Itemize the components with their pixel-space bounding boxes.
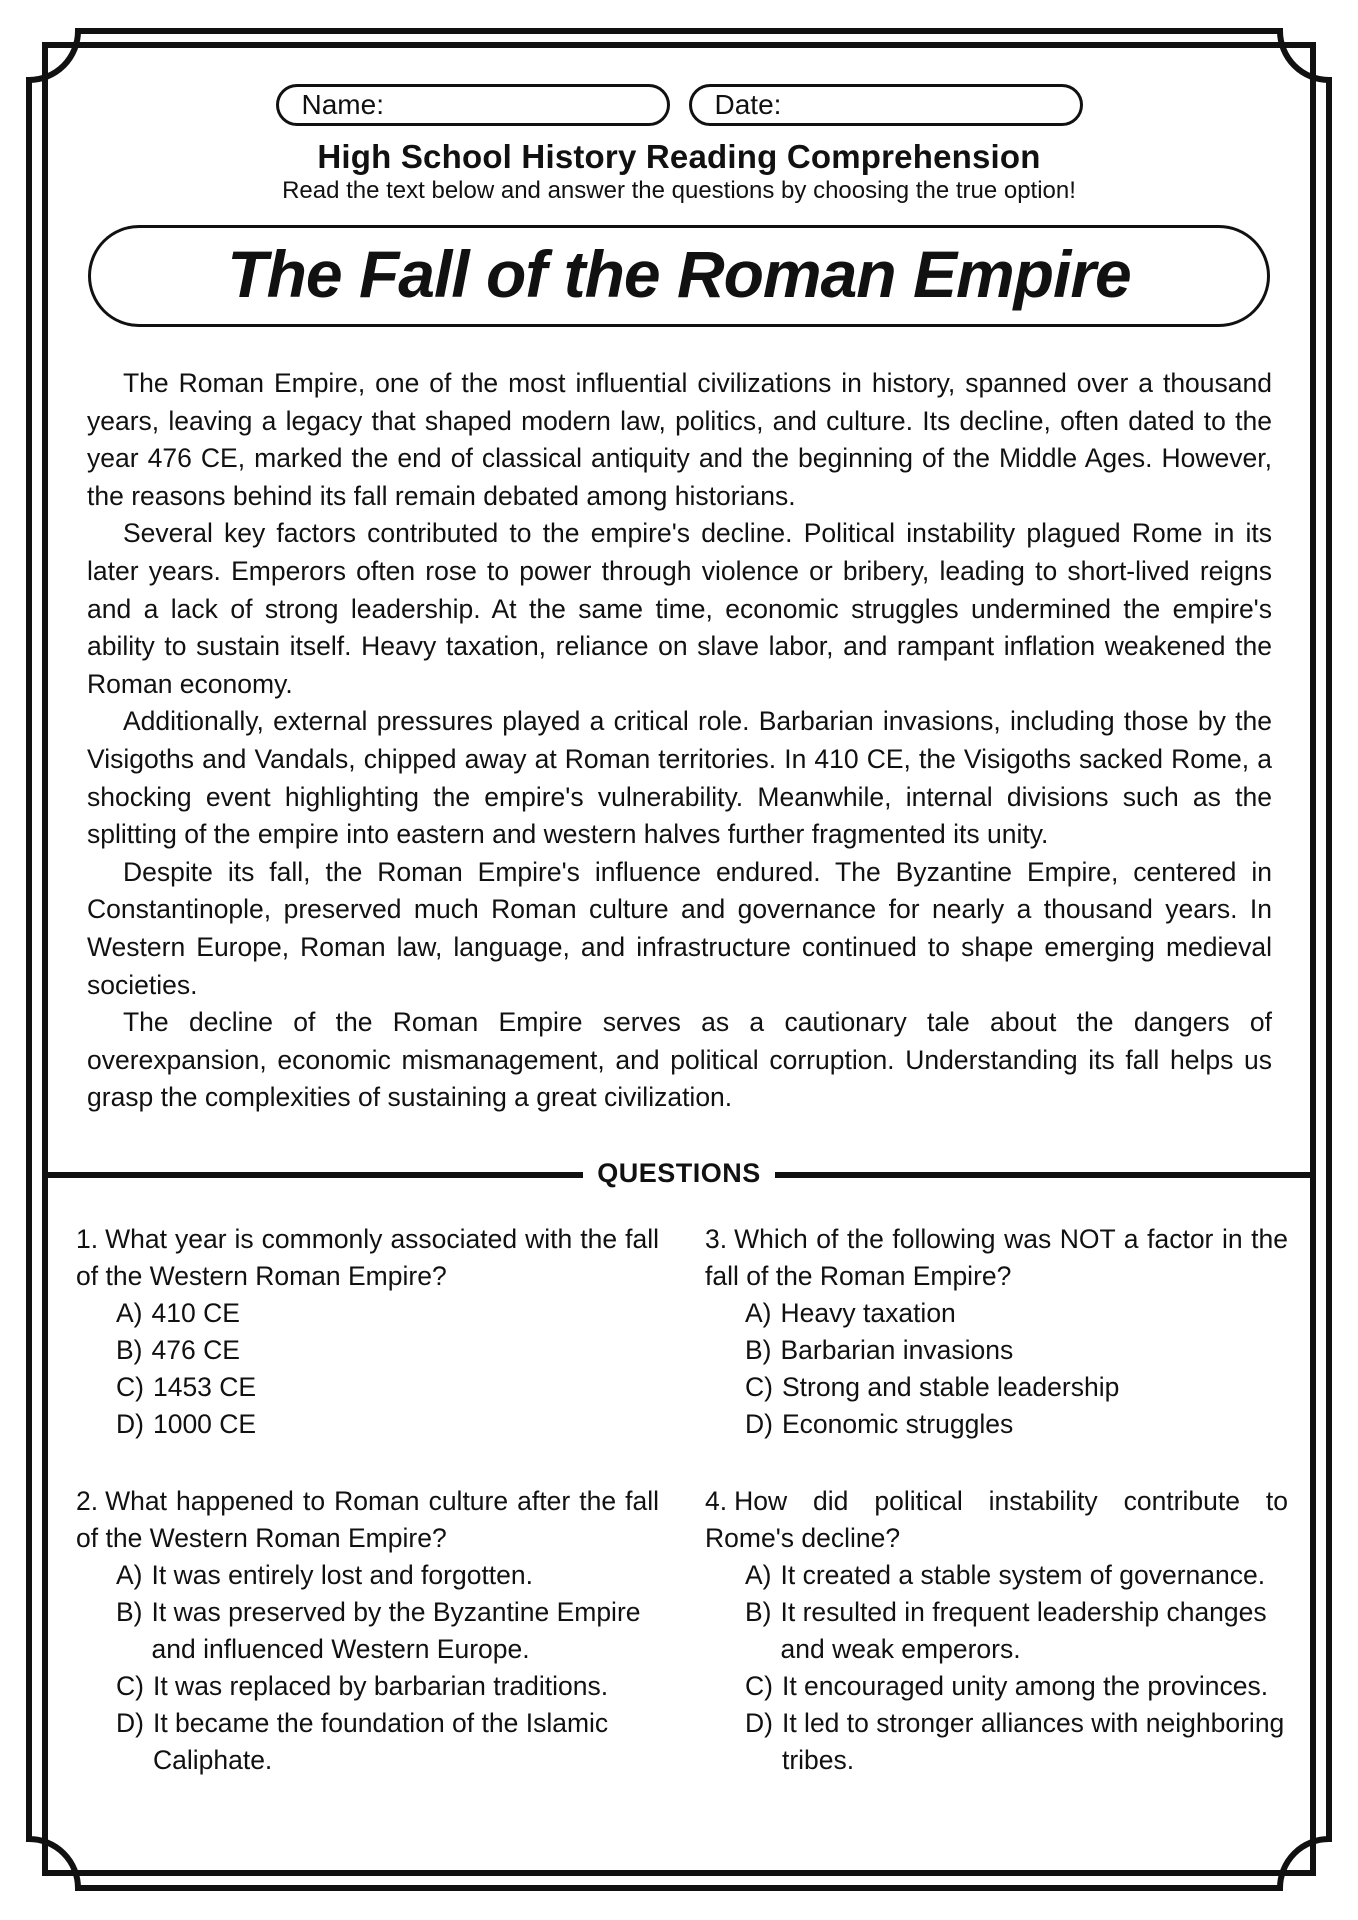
name-input-area[interactable] [384, 87, 667, 123]
option-letter: A) [116, 1298, 143, 1328]
question-1 [76, 1221, 659, 1443]
option-text: 476 CE [151, 1335, 240, 1365]
option-letter: A) [745, 1298, 772, 1328]
option-letter: C) [116, 1372, 144, 1402]
option-letter: B) [745, 1597, 772, 1627]
date-input-area[interactable] [781, 87, 1079, 123]
answer-option-4a[interactable] [745, 1557, 1288, 1594]
question-3-options [745, 1295, 1288, 1443]
questions-grid [76, 1221, 1288, 1779]
option-text: 1453 CE [152, 1372, 257, 1402]
passage-body [87, 365, 1272, 1117]
worksheet-instructions: Read the text below and answer the questions by choosing the true option! [282, 177, 1076, 204]
question-2 [76, 1483, 659, 1779]
option-text: Strong and stable leadership [781, 1372, 1120, 1402]
questions-divider-label: QUESTIONS [597, 1158, 761, 1188]
passage-title: The Fall of the Roman Empire [227, 237, 1131, 311]
option-letter: C) [116, 1671, 144, 1701]
passage-paragraph: Additionally, external pressures played a critical role. Barbarian invasions, including those by the Visigoths and Vandals, chipped away at Roman territories. In 410 CE, the Visigoths sacked Rome, a shocking event highlighting the empire's vulnerability. Meanwhile, internal divisions such as the splitting of the empire into eastern and western halves further fragmented its unity. [87, 706, 1272, 850]
answer-option-4b[interactable] [745, 1594, 1288, 1668]
question-number: 1. [76, 1224, 99, 1254]
option-letter: D) [745, 1708, 773, 1738]
answer-option-2a[interactable] [116, 1557, 659, 1594]
name-label: Name: [301, 89, 384, 120]
question-4 [705, 1483, 1288, 1779]
passage-paragraph: The decline of the Roman Empire serves as a cautionary tale about the dangers of overexpansion, economic mismanagement, and political corruption. Understanding its fall helps us grasp the complexities of sustaining a great civilization. [87, 1007, 1272, 1113]
question-number: 2. [76, 1486, 99, 1516]
question-text: What happened to Roman culture after the fall of the Western Roman Empire? [76, 1486, 659, 1553]
questions-divider [48, 1159, 1310, 1190]
question-1-text [76, 1221, 659, 1295]
option-text: 1000 CE [152, 1409, 257, 1439]
option-text: It encouraged unity among the provinces. [781, 1671, 1269, 1701]
option-letter: C) [745, 1671, 773, 1701]
answer-option-1b[interactable] [116, 1332, 659, 1369]
option-text: It was replaced by barbarian traditions. [152, 1671, 609, 1701]
answer-option-3a[interactable] [745, 1295, 1288, 1332]
question-3-text [705, 1221, 1288, 1295]
answer-option-2d[interactable] [116, 1705, 659, 1779]
option-text: It led to stronger alliances with neighboring tribes. [781, 1708, 1285, 1775]
divider-line-right [775, 1172, 1310, 1178]
date-field[interactable] [689, 84, 1083, 126]
option-text: It became the foundation of the Islamic Caliphate. [152, 1708, 609, 1775]
answer-option-3b[interactable] [745, 1332, 1288, 1369]
question-4-options [745, 1557, 1288, 1779]
question-text: What year is commonly associated with the fall of the Western Roman Empire? [76, 1224, 659, 1291]
answer-option-1c[interactable] [116, 1369, 659, 1406]
question-number: 4. [705, 1486, 728, 1516]
question-1-options [116, 1295, 659, 1443]
option-letter: B) [116, 1597, 143, 1627]
question-4-text [705, 1483, 1288, 1557]
option-letter: B) [745, 1335, 772, 1365]
option-text: Barbarian invasions [780, 1335, 1014, 1365]
passage-title-box [88, 225, 1270, 327]
option-letter: A) [116, 1560, 143, 1590]
question-2-options [116, 1557, 659, 1779]
option-text: It was entirely lost and forgotten. [151, 1560, 534, 1590]
option-letter: A) [745, 1560, 772, 1590]
option-text: It created a stable system of governance. [780, 1560, 1266, 1590]
date-label: Date: [714, 89, 782, 120]
answer-option-2c[interactable] [116, 1668, 659, 1705]
answer-option-4d[interactable] [745, 1705, 1288, 1779]
answer-option-1d[interactable] [116, 1406, 659, 1443]
option-text: It was preserved by the Byzantine Empire and influenced Western Europe. [151, 1597, 641, 1664]
answer-option-3d[interactable] [745, 1406, 1288, 1443]
option-letter: D) [116, 1409, 144, 1439]
option-text: 410 CE [151, 1298, 240, 1328]
option-letter: B) [116, 1335, 143, 1365]
meta-row [0, 84, 1358, 126]
passage-paragraph: Several key factors contributed to the empire's decline. Political instability plagued Rome in its later years. Emperors often rose to power through violence or bribery, leading to short-lived reigns and a lack of strong leadership. At the same time, economic struggles undermined the empire's ability to sustain itself. Heavy taxation, reliance on slave labor, and rampant inflation weakened the Roman economy. [87, 518, 1272, 699]
question-text: Which of the following was NOT a factor in the fall of the Roman Empire? [705, 1224, 1288, 1291]
question-2-text [76, 1483, 659, 1557]
option-letter: D) [745, 1409, 773, 1439]
passage-paragraph: The Roman Empire, one of the most influential civilizations in history, spanned over a thousand years, leaving a legacy that shaped modern law, politics, and culture. Its decline, often dated to the year 476 CE, marked the end of classical antiquity and the beginning of the Middle Ages. However, the reasons behind its fall remain debated among historians. [87, 368, 1272, 511]
option-text: It resulted in frequent leadership changes and weak emperors. [780, 1597, 1267, 1664]
answer-option-1a[interactable] [116, 1295, 659, 1332]
option-text: Heavy taxation [780, 1298, 956, 1328]
passage-paragraph: Despite its fall, the Roman Empire's influence endured. The Byzantine Empire, centered in Constantinople, preserved much Roman culture and governance for nearly a thousand years. In Western Europe, Roman law, language, and infrastructure continued to shape emerging medieval societies. [87, 856, 1272, 1000]
question-text: How did political instability contribute to Rome's decline? [705, 1486, 1288, 1553]
option-letter: D) [116, 1708, 144, 1738]
name-field[interactable] [276, 84, 670, 126]
answer-option-2b[interactable] [116, 1594, 659, 1668]
question-number: 3. [705, 1224, 728, 1254]
answer-option-4c[interactable] [745, 1668, 1288, 1705]
worksheet-title: High School History Reading Comprehension [317, 138, 1041, 175]
option-letter: C) [745, 1372, 773, 1402]
option-text: Economic struggles [781, 1409, 1014, 1439]
divider-line-left [48, 1172, 583, 1178]
answer-option-3c[interactable] [745, 1369, 1288, 1406]
question-3 [705, 1221, 1288, 1443]
